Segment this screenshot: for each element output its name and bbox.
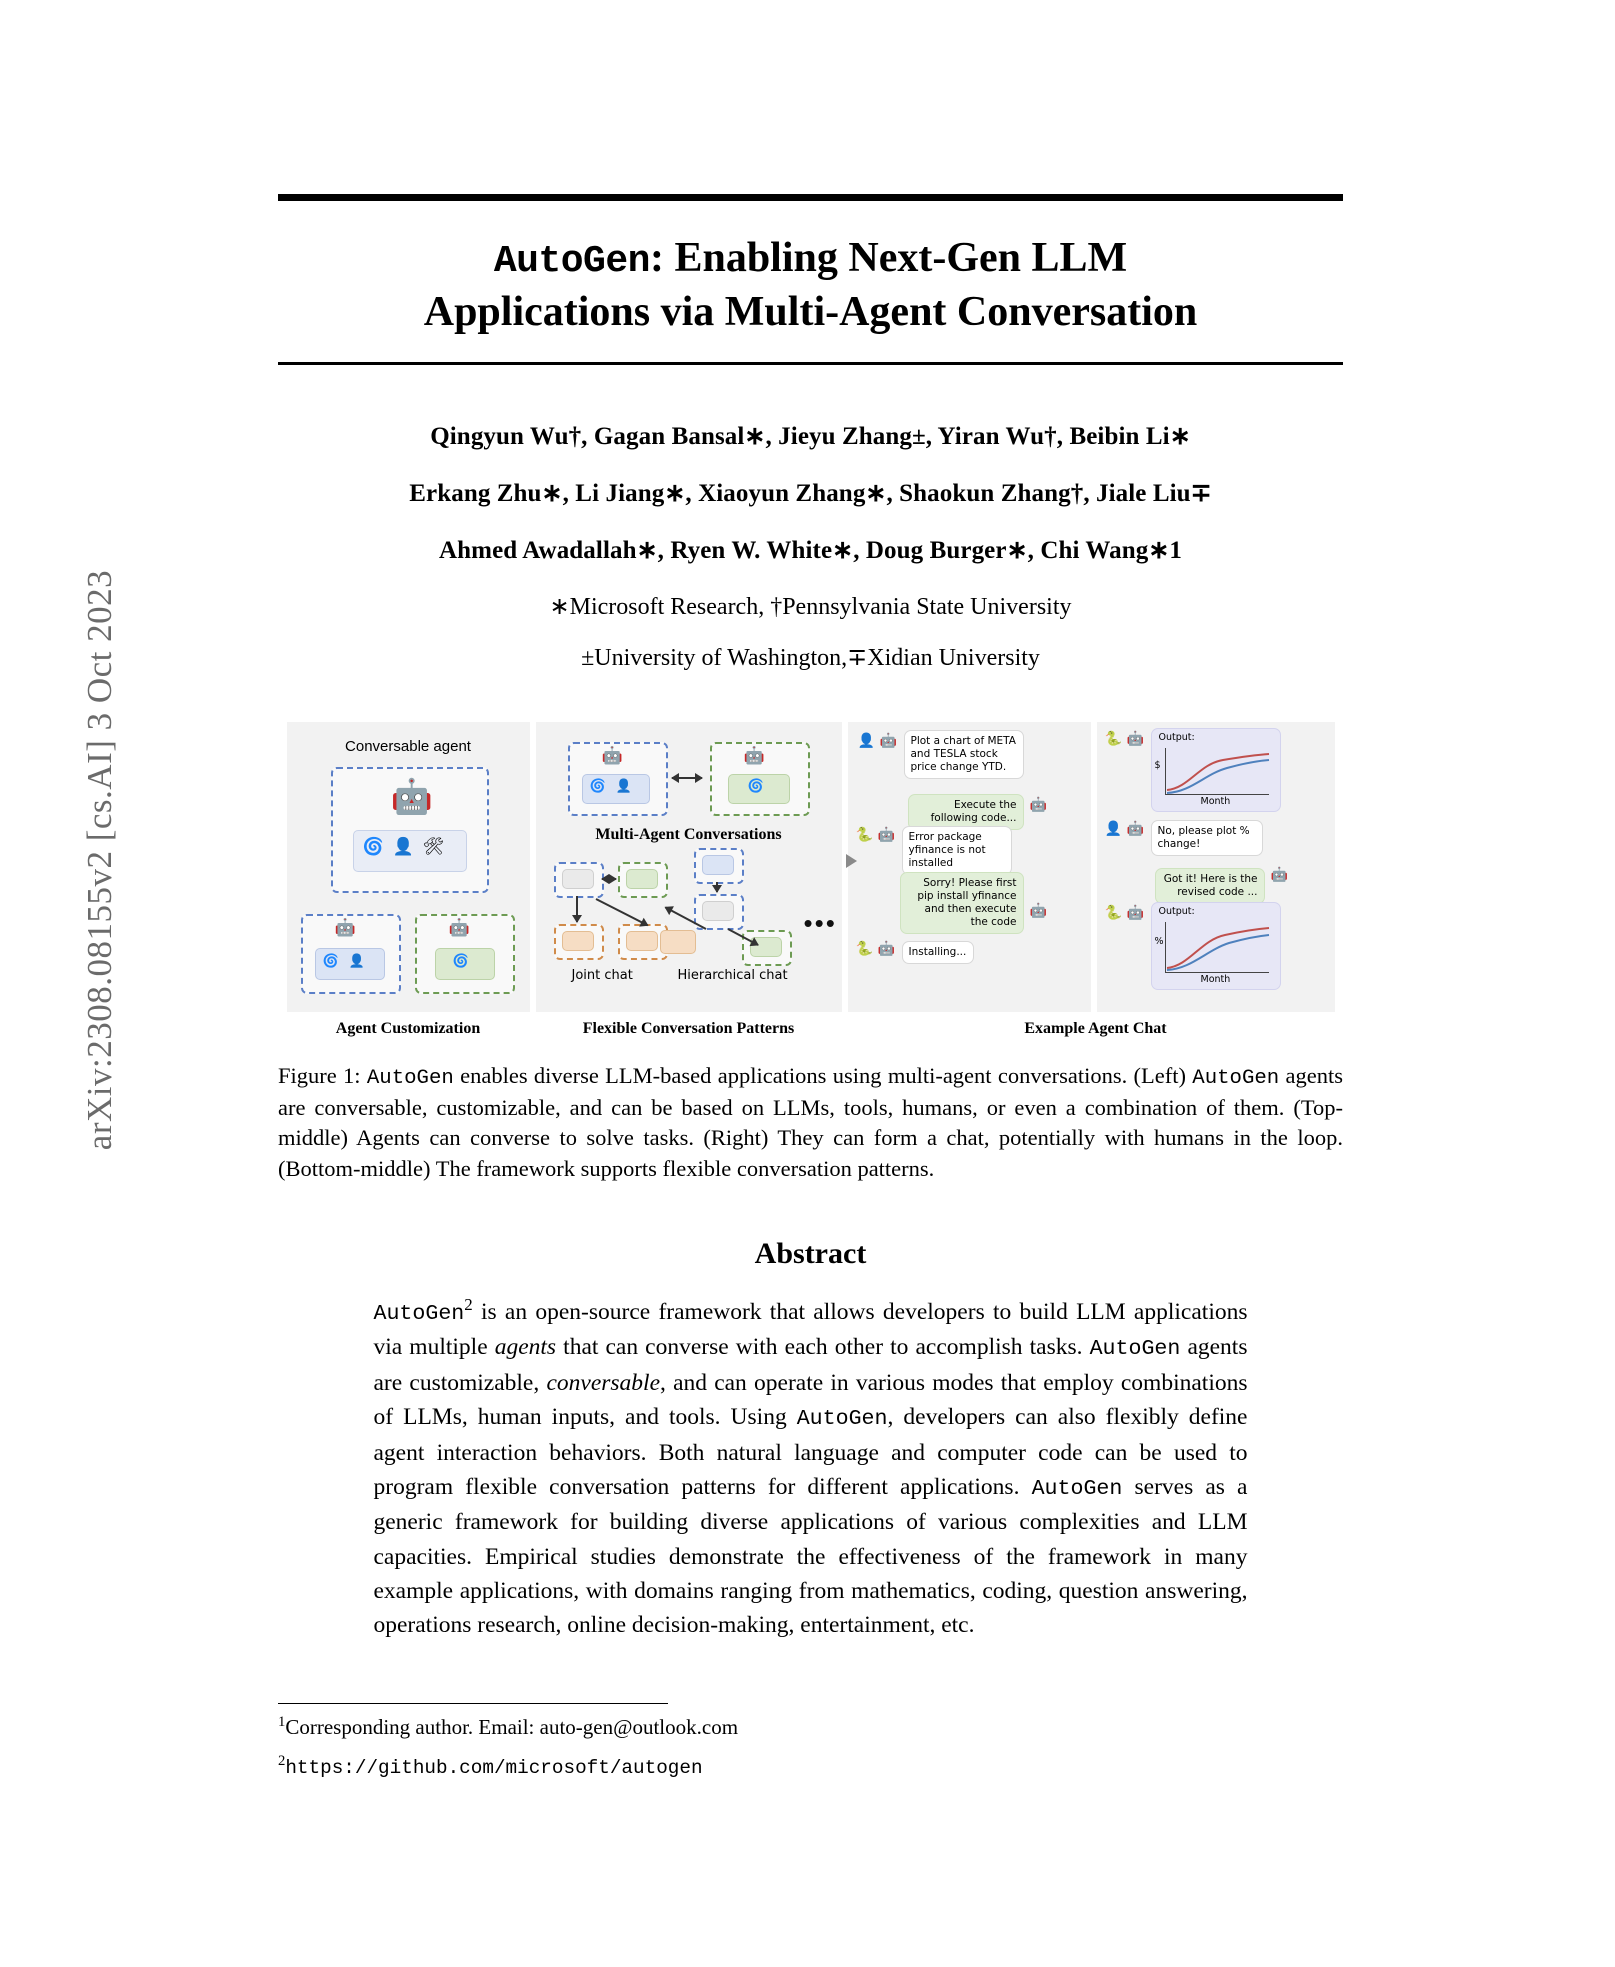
chat-msg-4: Sorry! Please first pip install yfinance and then execute the code (900, 872, 1024, 934)
figure-panel-agent-customization (287, 722, 530, 1047)
chat-msg-2: Execute the following code... (908, 794, 1024, 830)
author-list (278, 421, 1343, 565)
human-icon-b: 👤 (615, 778, 632, 794)
affiliation-line-1: ∗Microsoft Research, †Pennsylvania State University (549, 593, 1072, 620)
abs-em-2: conversable (546, 1369, 660, 1396)
footnote-1 (278, 1713, 1343, 1743)
author-line-2: Erkang Zhu∗, Li Jiang∗, Xiaoyun Zhang∗, Shaokun Zhang†, Jiale Liu∓ (409, 479, 1212, 507)
caption-mono-2: AutoGen (1192, 1066, 1280, 1090)
panel2-caption: Flexible Conversation Patterns (536, 1012, 842, 1047)
abs-t2: that can converse with each other to accomplish tasks. (556, 1334, 1090, 1361)
python-icon-2: 🐍 (855, 940, 873, 957)
abs-t6: serves as a generic framework for building diverse applications of various complexities and LLM capacities. Empirical studies demonstrate the effectiveness of the framework in many example applications, with domains ranging from mathematics, coding, question answering, operations research, online decision-making, entertainment, etc. (373, 1473, 1248, 1639)
python-icon-3: 🐍 (1104, 730, 1122, 747)
joint-bottom-chip-2 (626, 931, 658, 951)
abs-t4: , and can operate in various modes that employ combinations of LLMs, human inputs, and tools. Using (373, 1369, 1248, 1430)
hier-mid-chip (702, 901, 734, 921)
chat-msg-5: Installing... (902, 941, 974, 964)
page-title (278, 232, 1343, 340)
panel4-caption: Example Agent Chat (977, 1012, 1215, 1047)
abs-footnote-ref: 2 (464, 1294, 473, 1314)
panel2-ellipsis: ••• (803, 907, 837, 938)
abstract-heading: Abstract (754, 1236, 867, 1270)
mac-двусторонняя-arrow (672, 777, 702, 779)
figure-panel-chat-right (1024, 722, 1335, 1047)
hier-leaf-orange-chip (660, 930, 696, 954)
human-avatar-icon: 👤 (857, 732, 875, 749)
tools-icon: 🛠 (422, 836, 445, 857)
abs-mono-1: AutoGen (373, 1301, 465, 1326)
paper-content (278, 0, 1343, 1782)
abs-mono-2: AutoGen (1089, 1337, 1181, 1362)
chat-msg-3: Error package yfinance is not installed (902, 826, 1012, 875)
human-icon-small: 👤 (348, 953, 365, 969)
agent-avatar-icon-6: 🤖 (1126, 730, 1144, 747)
caption-text-2: agents are conversable, customizable, and can be based on LLMs, tools, humans, or even a combination of them. (Top-middle) Agents can converse to solve tasks. (Right) They can form a chat, potentially with humans in the loop. (Bottom-middle) The framework supports flexible conversation patterns. (278, 1062, 1343, 1181)
robot-icon-blue: 🤖 (601, 745, 623, 766)
footnote-2 (278, 1752, 1343, 1782)
joint-chat-label: Joint chat (571, 967, 633, 983)
joint-top-chip-2 (626, 869, 658, 889)
llm-icon-b: 🌀 (589, 778, 606, 794)
footnote-1-text: Corresponding author. Email: auto-gen@outlook.com (285, 1715, 739, 1740)
robot-icon-green: 🤖 (448, 917, 470, 938)
agent-avatar-icon-8: 🤖 (1270, 866, 1288, 883)
agent-avatar-icon-4: 🤖 (1029, 902, 1047, 919)
joint-arrow-v-left (576, 896, 578, 922)
agent-avatar-icon: 🤖 (879, 732, 897, 749)
agent-avatar-icon-3: 🤖 (877, 826, 895, 843)
figure-panel-chat-left (848, 722, 1091, 1047)
panel1-title: Conversable agent (345, 737, 471, 755)
abstract-body (374, 1295, 1248, 1643)
author-line-1: Qingyun Wu†, Gagan Bansal∗, Jieyu Zhang±, Yiran Wu†, Beibin Li∗ (430, 422, 1191, 450)
affiliation-line-2: ±University of Washington,∓Xidian University (581, 644, 1040, 671)
llm-icon: 🌀 (362, 836, 384, 857)
author-line-3: Ahmed Awadallah∗, Ryen W. White∗, Doug Burger∗, Chi Wang∗1 (439, 536, 1182, 564)
title-rule-bottom (278, 362, 1343, 365)
human-avatar-icon-2: 👤 (1104, 820, 1122, 837)
caption-mono-1: AutoGen (366, 1066, 454, 1090)
panel2-top-caption: Multi-Agent Conversations (595, 825, 782, 843)
footnote-rule (278, 1703, 668, 1705)
caption-text-1: enables diverse LLM-based applications using multi-agent conversations. (Left) (453, 1062, 1193, 1088)
arxiv-stamp: arXiv:2308.08155v2 [cs.AI] 3 Oct 2023 (80, 569, 119, 1151)
chart1-x-label: Month (1200, 795, 1231, 807)
agent-avatar-icon-7: 🤖 (1126, 820, 1144, 837)
agent-avatar-icon-2: 🤖 (1029, 796, 1047, 813)
footnote-2-marker: 2 (278, 1752, 286, 1769)
title-rule-top (278, 194, 1343, 201)
hier-arrow-root-mid (716, 882, 718, 892)
joint-top-chip (562, 869, 594, 889)
chart2-x-label: Month (1200, 973, 1231, 985)
agent-avatar-icon-5: 🤖 (877, 940, 895, 957)
abs-em-1: agents (494, 1334, 557, 1361)
figure-1 (278, 722, 1343, 1047)
output-label-1: Output: (1158, 731, 1195, 743)
footnote-1-marker: 1 (278, 1714, 286, 1731)
agent-avatar-icon-9: 🤖 (1126, 904, 1144, 921)
llm-icon-small: 🌀 (322, 953, 339, 969)
llm-icon-g: 🌀 (747, 778, 764, 794)
python-icon: 🐍 (855, 826, 873, 843)
hierarchical-chat-label: Hierarchical chat (677, 967, 788, 983)
caption-prefix: Figure 1: (278, 1062, 367, 1088)
abs-t3: agents are customizable, (373, 1334, 1248, 1396)
llm-icon-green: 🌀 (452, 953, 469, 969)
robot-icon: 🤖 (390, 776, 433, 817)
robot-icon-small: 🤖 (334, 917, 356, 938)
chat-msg-1: Plot a chart of META and TESLA stock price change YTD. (904, 730, 1024, 779)
abs-t5: , developers can also flexibly define agent interaction behaviors. Both natural language and computer code can be used to program flexible conversation patterns for different applications. (373, 1403, 1248, 1500)
abs-mono-4: AutoGen (1031, 1476, 1123, 1501)
figure-caption (278, 1061, 1343, 1185)
output-label-2: Output: (1158, 905, 1195, 917)
chart2-curves (1165, 922, 1271, 974)
joint-bottom-chip (562, 931, 594, 951)
title-line2: Applications via Multi-Agent Conversation (423, 289, 1198, 336)
panel1-caption: Agent Customization (287, 1012, 530, 1047)
chat-msg-revised: Got it! Here is the revised code ... (1155, 868, 1265, 904)
title-line1-rest: : Enabling Next-Gen LLM (649, 235, 1128, 281)
joint-arrow-diag (595, 898, 648, 926)
chart2-y-label: % (1154, 935, 1164, 947)
figure-panel-conversation-patterns (536, 722, 842, 1047)
chat-msg-human-change: No, please plot % change! (1151, 820, 1263, 856)
robot-icon-g: 🤖 (743, 745, 765, 766)
hier-root-chip (702, 855, 734, 875)
python-icon-4: 🐍 (1104, 904, 1122, 921)
joint-arrow-h (602, 878, 616, 880)
abs-mono-3: AutoGen (796, 1406, 888, 1431)
human-icon: 👤 (392, 836, 414, 857)
chart1-y-label: $ (1154, 759, 1161, 771)
abs-t1: is an open-source framework that allows developers to build LLM applications via multiple (373, 1298, 1248, 1361)
footnote-2-link[interactable]: https://github.com/microsoft/autogen (285, 1756, 703, 1779)
title-mono: AutoGen (493, 240, 650, 283)
chart1-curves (1165, 748, 1271, 796)
